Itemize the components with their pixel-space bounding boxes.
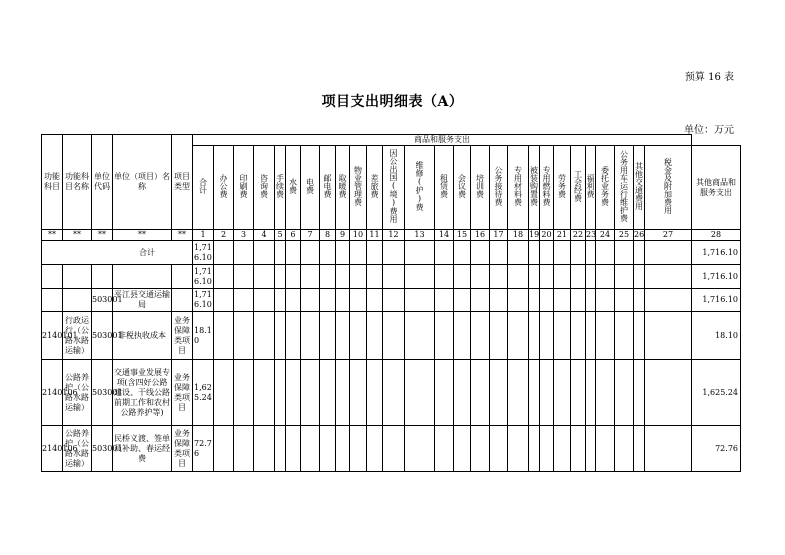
- header-col-electricity: 电费: [301, 146, 320, 230]
- header-col-labor: 劳务费: [554, 146, 571, 230]
- project-name-cell: 交通事业发展专项(含四好公路建设、干线公路前期工作和农村公路养护等): [113, 360, 172, 426]
- project-name-cell: 非税执收成本: [113, 312, 172, 360]
- col-number: 22: [571, 230, 586, 241]
- total-label: 合计: [42, 241, 193, 265]
- header-col-abroad: 因公出国(境)费用: [383, 146, 405, 230]
- header-unit-code: 单位代码: [92, 135, 113, 230]
- star-cell: **: [113, 230, 172, 241]
- project-type-cell: 业务保障类项目: [172, 426, 193, 472]
- number-row: [42, 230, 741, 241]
- header-goods-services: 商品和服务支出: [193, 135, 692, 146]
- header-col-total: 合计: [193, 146, 214, 230]
- col-number: 17: [490, 230, 508, 241]
- star-cell: **: [172, 230, 193, 241]
- col-number: 26: [634, 230, 645, 239]
- header-col-materials: 专用材料费: [508, 146, 529, 230]
- header-col-property: 物业管理费: [350, 146, 367, 230]
- col-number: 9: [336, 230, 350, 241]
- unit-label: 单位：万元: [684, 125, 734, 136]
- total-sum: 1,716.10: [193, 241, 214, 265]
- header-col-office: 办公费: [214, 146, 234, 230]
- header-col-printing: 印刷费: [234, 146, 254, 230]
- total-other: 1,716.10: [692, 241, 741, 265]
- col-number: 18: [508, 230, 529, 241]
- header-col-handling: 手续费: [275, 146, 286, 230]
- col-number: 1: [193, 230, 214, 241]
- table-row: [42, 289, 741, 312]
- star-cell: **: [63, 230, 92, 241]
- subtotal-sum: 1,716.10: [193, 265, 214, 289]
- func-code-cell: 2140106: [42, 426, 63, 472]
- header-col-repair: 维修(护)费: [405, 146, 435, 230]
- col-number: 8: [320, 230, 336, 241]
- col-number: 3: [234, 230, 254, 241]
- header-col-uniforms: 被装购置费: [529, 146, 540, 230]
- col-number: 21: [554, 230, 571, 241]
- col-number: 16: [471, 230, 490, 241]
- expense-table: [41, 134, 741, 472]
- func-name-cell: 公路养护（公路水路运输）: [63, 426, 92, 472]
- table-row-total: [42, 241, 741, 265]
- col-number: 27: [645, 230, 692, 241]
- row-other: 18.10: [692, 312, 741, 360]
- unit-sum: 1,716.10: [193, 289, 214, 312]
- row-sum: 72.76: [193, 426, 214, 472]
- header-col-other-transport: 其他交通费用: [634, 146, 645, 230]
- header-col-meeting: 会议费: [454, 146, 471, 230]
- header-col-tax: 税金及附加费用: [645, 146, 692, 230]
- col-number: 25: [615, 230, 634, 241]
- col-number: 15: [454, 230, 471, 241]
- page-number: 预算 16 表: [684, 72, 734, 83]
- row-other: 1,625.24: [692, 360, 741, 426]
- header-col-travel: 差旅费: [367, 146, 383, 230]
- header-unit-name: 单位（项目）名称: [113, 135, 172, 230]
- col-number: 28: [692, 230, 741, 241]
- col-number: 24: [596, 230, 615, 241]
- unit-other: 1,716.10: [692, 289, 741, 312]
- unit-code-cell: 503001: [92, 289, 113, 312]
- project-type-cell: 业务保障类项目: [172, 360, 193, 426]
- subtotal-other: 1,716.10: [692, 265, 741, 289]
- col-number: 10: [350, 230, 367, 241]
- col-number: 6: [286, 230, 301, 241]
- row-sum: 1,625.24: [193, 360, 214, 426]
- header-col-heating: 取暖费: [336, 146, 350, 230]
- col-number: 13: [405, 230, 435, 241]
- header-project-type: 项目类型: [172, 135, 193, 230]
- col-number: 12: [383, 230, 405, 241]
- header-col-other: 其他商品和服务支出: [692, 146, 741, 230]
- header-col-water: 水费: [286, 146, 301, 230]
- page-title: 项目支出明细表（A）: [321, 94, 464, 110]
- func-code-cell: 2140101: [42, 312, 63, 360]
- header-col-vehicle: 公务用车运行维护费: [615, 146, 634, 230]
- unit-code-cell: 503001: [92, 312, 113, 360]
- header-func-code: 功能科目: [42, 135, 63, 230]
- table-row: [42, 360, 741, 426]
- unit-name-cell: 平江县交通运输局: [113, 289, 172, 312]
- table-row: [42, 265, 741, 289]
- col-number: 4: [254, 230, 275, 241]
- row-sum: 18.10: [193, 312, 214, 360]
- table-row: [42, 426, 741, 472]
- header-group-row: [42, 135, 741, 146]
- table-row: [42, 312, 741, 360]
- header-col-consulting: 咨询费: [254, 146, 275, 230]
- col-number: 20: [541, 230, 552, 239]
- col-number: 5: [275, 230, 286, 241]
- func-code-cell: 2140106: [42, 360, 63, 426]
- row-other: 72.76: [692, 426, 741, 472]
- func-name-cell: 行政运行（公路水路运输）: [63, 312, 92, 360]
- project-type-cell: 业务保障类项目: [172, 312, 193, 360]
- unit-code-cell: 503001: [92, 360, 113, 426]
- col-number: 19: [529, 230, 540, 239]
- header-col-rent: 租赁费: [435, 146, 454, 230]
- header-col-commission: 委托业务费: [596, 146, 615, 230]
- unit-code-cell: 503001: [92, 426, 113, 472]
- star-cell: **: [42, 230, 63, 241]
- col-number: 7: [301, 230, 320, 241]
- star-cell: **: [92, 230, 113, 241]
- header-col-union: 工会经费: [571, 146, 586, 230]
- header-col-fuel: 专用燃料费: [540, 146, 554, 230]
- project-name-cell: 民桥义渡、签单员补助、春运经费: [113, 426, 172, 472]
- col-number: 23: [586, 230, 597, 239]
- func-name-cell: 公路养护（公路水路运输）: [63, 360, 92, 426]
- col-number: 2: [214, 230, 234, 241]
- col-number: 11: [367, 230, 383, 241]
- header-col-welfare: 福利费: [586, 146, 596, 230]
- header-func-name: 功能科目名称: [63, 135, 92, 230]
- header-col-training: 培训费: [471, 146, 490, 230]
- col-number: 14: [435, 230, 454, 241]
- header-col-postal: 邮电费: [320, 146, 336, 230]
- header-col-reception: 公务接待费: [490, 146, 508, 230]
